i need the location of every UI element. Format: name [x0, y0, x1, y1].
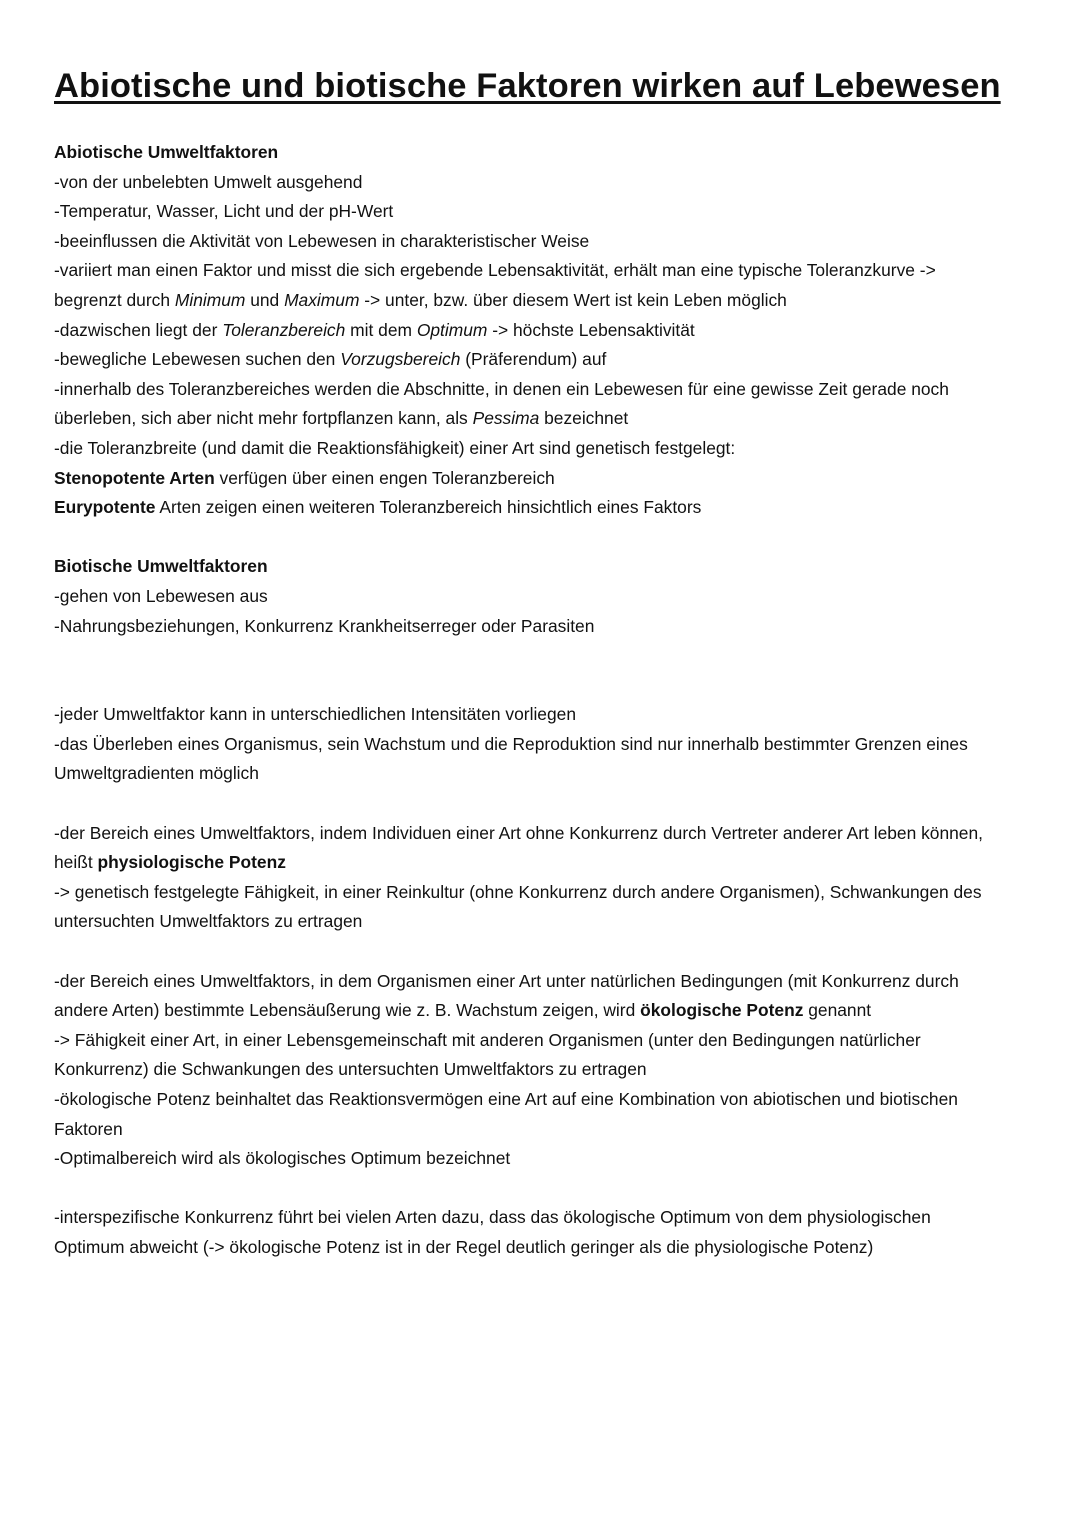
term-pessima: Pessima [472, 408, 540, 429]
term-maximum: Maximum [284, 289, 360, 310]
text-line: heißt physiologische Potenz [54, 852, 286, 873]
text-line: -gehen von Lebewesen aus [54, 585, 268, 606]
text-line: -dazwischen liegt der Toleranzbereich mit dem Optimum -> höchste Lebensaktivität [54, 319, 695, 340]
text-line: -Optimalbereich wird als ökologisches Optimum bezeichnet [54, 1148, 511, 1169]
text-line: Stenopotente Arten verfügen über einen engen Toleranzbereich [54, 467, 555, 488]
text-line: -beeinflussen die Aktivität von Lebewesen in charakteristischer Weise [54, 230, 590, 251]
text-line: -variiert man einen Faktor und misst die sich ergebende Lebensaktivität, erhält man eine typische Toleranzkurve -> [54, 260, 936, 281]
text-line: -innerhalb des Toleranzbereiches werden die Abschnitte, in denen ein Lebewesen für eine gewisse Zeit gerade noch [54, 378, 949, 399]
text-line: -ökologische Potenz beinhaltet das Reaktionsvermögen eine Art auf eine Kombination von abiotischen und biotischen [54, 1089, 958, 1109]
document-body [54, 138, 1024, 1263]
text-line: -Nahrungsbeziehungen, Konkurrenz Krankheitserreger oder Parasiten [54, 615, 595, 636]
text-line: -> genetisch festgelegte Fähigkeit, in einer Reinkultur (ohne Konkurrenz durch andere Organismen), Schwankungen des [54, 881, 982, 902]
term-eurypotent: Eurypotente [54, 497, 156, 518]
term-minimum: Minimum [174, 289, 246, 310]
text-line: -jeder Umweltfaktor kann in unterschiedlichen Intensitäten vorliegen [54, 704, 576, 725]
text-line: -> Fähigkeit einer Art, in einer Lebensgemeinschaft mit anderen Organismen (unter den Bedingungen natürlicher [54, 1029, 921, 1050]
text-line: untersuchten Umweltfaktors zu ertragen [54, 911, 363, 932]
term-stenopotent: Stenopotente Arten [54, 467, 215, 488]
text-line: -bewegliche Lebewesen suchen den Vorzugsbereich (Präferendum) auf [54, 349, 607, 370]
text-line: überleben, sich aber nicht mehr fortpflanzen kann, als Pessima bezeichnet [54, 408, 629, 429]
text-line: Faktoren [54, 1118, 123, 1139]
text-line: Optimum abweicht (-> ökologische Potenz ist in der Regel deutlich geringer als die physiologische Potenz) [54, 1236, 874, 1257]
text-line: andere Arten) bestimmte Lebensäußerung wie z. B. Wachstum zeigen, wird ökologische Potenz genannt [54, 1000, 872, 1021]
text-line: -von der unbelebten Umwelt ausgehend [54, 171, 363, 192]
text-line: -das Überleben eines Organismus, sein Wachstum und die Reproduktion sind nur innerhalb bestimmter Grenzen eines [54, 733, 968, 754]
term-toleranzbereich: Toleranzbereich [222, 319, 346, 340]
page-title: Abiotische und biotische Faktoren wirken auf Lebewesen [54, 67, 1001, 105]
term-vorzugsbereich: Vorzugsbereich [340, 349, 461, 370]
text-line: -der Bereich eines Umweltfaktors, indem Individuen einer Art ohne Konkurrenz durch Vertreter anderer Art leben können, [54, 822, 983, 843]
text-line: Eurypotente Arten zeigen einen weiteren Toleranzbereich hinsichtlich eines Faktors [54, 497, 702, 518]
text-line: -die Toleranzbreite (und damit die Reaktionsfähigkeit) einer Art sind genetisch festgelegt: [54, 437, 736, 458]
section-heading-biotic: Biotische Umweltfaktoren [54, 556, 268, 577]
text-line: -Temperatur, Wasser, Licht und der pH-Wert [54, 201, 394, 222]
text-line: -interspezifische Konkurrenz führt bei vielen Arten dazu, dass das ökologische Optimum von dem physiologischen [54, 1207, 931, 1228]
text-line: -der Bereich eines Umweltfaktors, in dem Organismen einer Art unter natürlichen Bedingungen (mit Konkurrenz durch [54, 970, 959, 991]
term-physiologische-potenz: physiologische Potenz [97, 852, 286, 873]
document-page [54, 62, 1024, 1257]
term-optimum: Optimum [416, 319, 488, 340]
term-oekologische-potenz: ökologische Potenz [640, 1000, 804, 1021]
section-heading-abiotic: Abiotische Umweltfaktoren [54, 142, 279, 162]
text-line: Umweltgradienten möglich [54, 763, 259, 784]
text-line: begrenzt durch Minimum und Maximum -> unter, bzw. über diesem Wert ist kein Leben möglich [54, 289, 787, 310]
text-line: Konkurrenz) die Schwankungen des untersuchten Umweltfaktors zu ertragen [54, 1059, 647, 1080]
